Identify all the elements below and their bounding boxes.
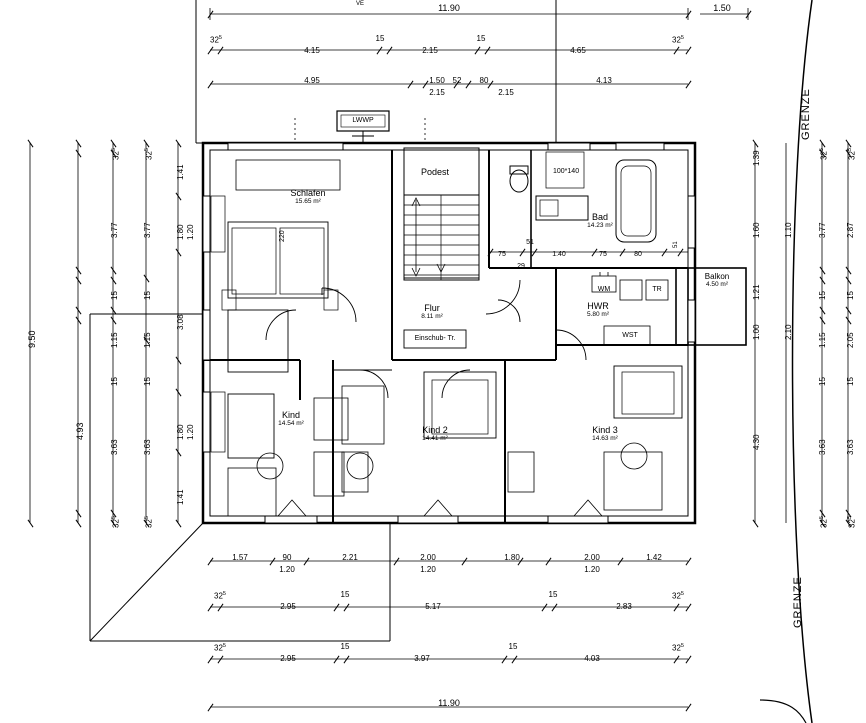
dim-left-mid-377: 3.77 [143, 222, 152, 238]
room-kind3-name: Kind 3 [592, 425, 618, 435]
dim-bot1-157: 1.57 [232, 553, 248, 562]
label-grenze-top: GRENZE [800, 88, 812, 140]
dim-left-out-115: 1.15 [110, 332, 119, 348]
dim-left-out-32a: $32^5$ [111, 148, 121, 160]
dim-top3-52: 52 [452, 76, 462, 85]
dim-left-180b: 1.80 [176, 424, 185, 440]
dim-left-out-32b: $32^5$ [111, 516, 121, 528]
dim-bot3-15a: 15 [340, 642, 350, 651]
dim-left-mid-32b: $32^5$ [144, 516, 154, 528]
dim-left-mid-15b: 15 [143, 377, 152, 386]
dim-bot3-32a: $32^5$ [214, 643, 226, 653]
room-kind-3 [562, 425, 648, 442]
dim-bot3-15b: 15 [508, 642, 518, 651]
dim-right-110: 1.10 [784, 222, 793, 238]
room-kind2-area: 14.41 m² [422, 435, 448, 442]
dim-top2-415: 4.15 [304, 46, 320, 55]
dim-bath-51: 51 [526, 239, 534, 246]
dim-bot1-120a: 1.20 [279, 565, 295, 574]
dim-top3-215a: 2.15 [429, 88, 445, 97]
dim-right-out2-205: 2.05 [846, 332, 855, 348]
room-schlafen [250, 188, 366, 205]
room-kind-area: 14.54 m² [278, 420, 304, 427]
label-window-size: 100*140 [553, 168, 580, 175]
dim-bath-29: 29 [517, 263, 525, 270]
dim-top3-495: 4.95 [304, 76, 320, 85]
dim-left-out-377: 3.77 [110, 222, 119, 238]
dim-bath-right: 51 [673, 241, 679, 248]
dim-right-out2-15b: 15 [846, 377, 855, 386]
dim-left-total-493: 4.93 [75, 422, 85, 440]
dim-left-308: 3.08 [176, 314, 185, 330]
dim-bot1-200b: 2.00 [584, 553, 600, 562]
dim-bath-75a: 75 [498, 251, 506, 258]
room-kind-name: Kind [281, 410, 300, 420]
dim-bath-75b: 75 [599, 251, 607, 258]
label-einschub: Einschub- Tr. [414, 335, 456, 342]
room-schlafen-name: Schlafen [290, 188, 326, 198]
dim-bot2-283: 2.83 [616, 602, 632, 611]
dim-left-180a: 1.80 [176, 224, 185, 240]
dim-top3-80: 80 [479, 76, 489, 85]
dim-left-141b: 1.41 [176, 489, 185, 505]
dim-right-out1-32a: $32^5$ [819, 148, 829, 160]
dim-left-mid-115: 1.15 [143, 332, 152, 348]
dim-top2-15a: 15 [375, 34, 385, 43]
room-balkon-name: Balkon [704, 272, 730, 281]
dim-bot3-32b: $32^5$ [672, 643, 684, 653]
dim-bot1-180: 1.80 [504, 553, 520, 562]
dim-left-mid-363: 3.63 [143, 439, 152, 455]
dim-bot1-142: 1.42 [646, 553, 662, 562]
dim-bot1-221: 2.21 [342, 553, 358, 562]
dim-top-11-90: 11.90 [438, 3, 460, 13]
dim-bot3-295: 2.95 [280, 654, 296, 663]
dim-bot3-397: 3.97 [414, 654, 430, 663]
dim-left-out-363: 3.63 [110, 439, 119, 455]
room-balkon-area: 4.50 m² [705, 281, 729, 288]
dim-right-out2-15a: 15 [846, 291, 855, 300]
dim-right-out1-15a: 15 [818, 291, 827, 300]
dim-top3-150: 1.50 [429, 76, 445, 85]
dim-right-out1-377: 3.77 [818, 222, 827, 238]
dim-top2-15b: 15 [476, 34, 486, 43]
dim-left-141a: 1.41 [176, 164, 185, 180]
room-hwr-area: 5.80 m² [586, 311, 610, 318]
dim-left-mid-32a: $32^5$ [144, 148, 154, 160]
dim-right-121: 1.21 [752, 284, 761, 300]
dim-top2-215: 2.15 [422, 46, 438, 55]
room-flur-area: 8.11 m² [421, 313, 443, 320]
dim-left-total-950: 9.50 [27, 330, 37, 348]
room-hwr [565, 301, 631, 318]
dim-right-out1-115: 1.15 [818, 332, 827, 348]
label-lwwp: LWWP [352, 117, 374, 124]
dim-right-out2-363: 3.63 [846, 439, 855, 455]
room-hwr-name: HWR [587, 301, 609, 311]
dim-bot1-120c: 1.20 [584, 565, 600, 574]
room-bad [560, 212, 640, 229]
dim-left-mid-15a: 15 [143, 291, 152, 300]
room-balkon [688, 272, 746, 288]
label-tr: TR [652, 286, 662, 293]
dim-bot2-15a: 15 [340, 590, 350, 599]
dim-bot1-200a: 2.00 [420, 553, 436, 562]
room-kind-2 [392, 425, 478, 442]
label-podest: Podest [420, 167, 450, 177]
dim-top-1-50: 1.50 [713, 3, 731, 13]
dim-left-120a: 1.20 [186, 224, 195, 240]
room-bad-name: Bad [591, 212, 608, 222]
dim-bottom-total: 11.90 [438, 698, 460, 708]
room-bad-area: 14.23 m² [587, 222, 613, 229]
dim-bot2-32b: $32^5$ [672, 591, 684, 601]
dim-bath-80: 80 [634, 251, 642, 258]
dim-left-120b: 1.20 [186, 424, 195, 440]
dim-bot2-517: 5.17 [425, 602, 441, 611]
room-kind3-area: 14.63 m² [592, 435, 618, 442]
dim-bath-140: 1.40 [552, 251, 566, 258]
label-wst: WST [622, 332, 638, 339]
label-grenze-bottom: GRENZE [792, 576, 804, 628]
dim-right-out2-287: 2.87 [846, 222, 855, 238]
dim-right-210: 2.10 [784, 324, 793, 340]
dim-right-out1-363: 3.63 [818, 439, 827, 455]
room-schlafen-area: 15.65 m² [295, 198, 321, 205]
dim-bot2-15b: 15 [548, 590, 558, 599]
dim-top3-215b: 2.15 [498, 88, 514, 97]
dim-top3-413: 4.13 [596, 76, 612, 85]
dim-top2-32a: $32^5$ [210, 35, 222, 45]
dim-right-out1-32b: $32^5$ [819, 516, 829, 528]
room-flur-name: Flur [424, 303, 440, 313]
dim-bot1-90: 90 [282, 553, 292, 562]
dim-right-out1-15b: 15 [818, 377, 827, 386]
dim-left-out-15b: 15 [110, 377, 119, 386]
dim-right-out2-32b: $32^5$ [847, 516, 857, 528]
label-bed-width: 220 [279, 230, 286, 242]
dim-bot2-32a: $32^5$ [214, 591, 226, 601]
room-flur [398, 303, 466, 320]
room-kind2-name: Kind 2 [422, 425, 448, 435]
room-kind [248, 410, 334, 427]
dim-bot2-295: 2.95 [280, 602, 296, 611]
dim-bot1-120b: 1.20 [420, 565, 436, 574]
dim-bot3-403: 4.03 [584, 654, 600, 663]
dim-top2-32b: $32^5$ [672, 35, 684, 45]
label-ve: VE [355, 1, 365, 7]
dim-left-out-15a: 15 [110, 291, 119, 300]
dim-right-139: 1.39 [752, 150, 761, 166]
label-wm: WM [597, 286, 611, 293]
dim-right-out2-32a: $32^5$ [847, 148, 857, 160]
dim-right-160: 1.60 [752, 222, 761, 238]
dim-top2-465: 4.65 [570, 46, 586, 55]
dim-right-430: 4.30 [752, 434, 761, 450]
dim-right-100: 1.00 [752, 324, 761, 340]
